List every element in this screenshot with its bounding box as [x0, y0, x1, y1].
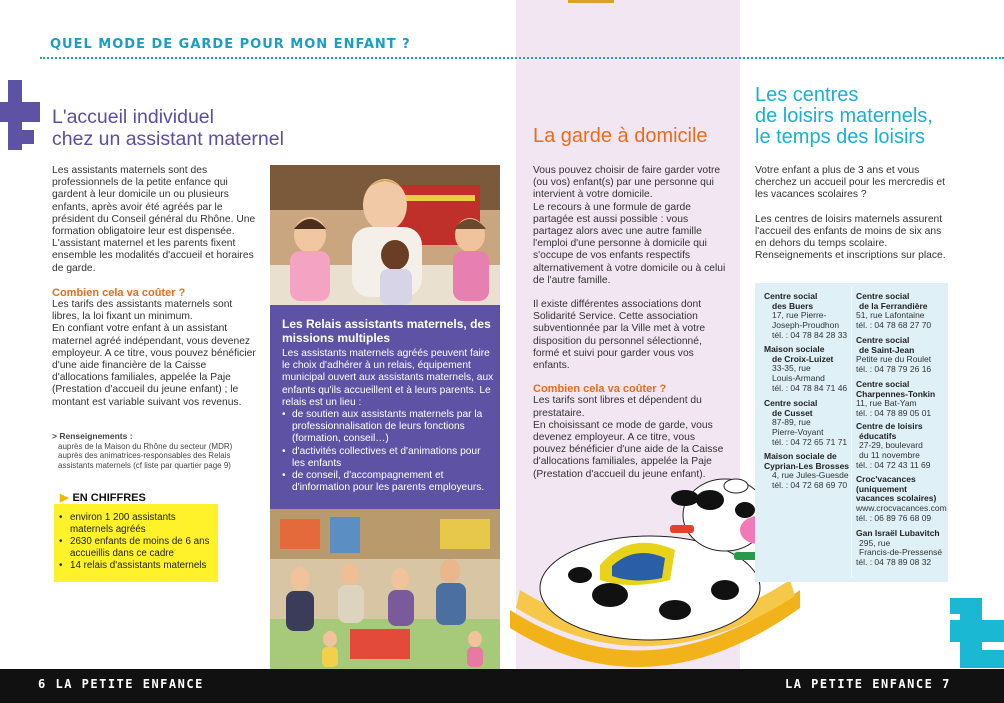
centre-entry — [856, 529, 946, 568]
centre-name: de la Ferrandière — [859, 300, 928, 311]
footer-label: LA PETITE ENFANCE — [55, 677, 204, 691]
title-line: le temps des loisirs — [755, 126, 926, 148]
centre-address: 51, rue Lafontaine — [856, 310, 925, 321]
centre-name: Centre social — [856, 291, 910, 301]
photo-relais-groupe — [270, 509, 500, 670]
centre-address: 87-89, rue — [772, 417, 811, 428]
centre-address: du 11 novembre — [859, 450, 920, 461]
centre-name: Centre de loisirs — [856, 421, 923, 431]
list-item: • de conseil, d'accompagnement et d'information pour les parents employeurs. — [282, 470, 496, 494]
centre-name: Croc'vacances — [856, 474, 916, 484]
refs-line: auprès des animatrices-responsables des Relais assistants maternels (cf liste par quartier page 9) — [58, 451, 231, 470]
refs-label: > Renseignements : — [52, 431, 133, 441]
centre-name: Centre social — [856, 335, 910, 345]
paragraph: En choisissant ce mode de garde, vous devenez employeur. A ce titre, vous pouvez bénéficier d'une aide de la Caisse d'allocations familiales, appelée la Paje (Prestation d'accueil du jeune enfant). — [533, 419, 724, 480]
paragraph: Les tarifs sont libres et dépendent du prestataire. — [533, 395, 702, 419]
centre-name: Centre social — [764, 291, 818, 301]
centre-name: Gan Israël Lubavitch — [856, 528, 940, 538]
title-line: chez un assistant maternel — [52, 128, 284, 150]
centre-phone: tél. : 04 72 68 69 70 — [772, 480, 848, 491]
centre-name: (uniquement vacances scolaires) — [856, 483, 937, 504]
centre-address: 17, rue Pierre- — [772, 310, 827, 321]
centre-name: Cyprian-Les Brosses — [764, 460, 850, 471]
centre-address: Joseph-Proudhon — [772, 320, 840, 331]
centre-entry — [764, 292, 850, 341]
centre-entry — [856, 336, 946, 375]
list-item: • environ 1 200 assistants maternels agréés — [68, 512, 218, 536]
centre-name: des Buers — [772, 300, 814, 311]
centre-name: de Croix-Luizet — [772, 353, 834, 364]
section-title-centres-loisirs — [755, 85, 933, 148]
centre-entry — [764, 399, 850, 448]
directory-divider — [851, 287, 852, 577]
centre-address: Louis-Armand — [772, 373, 825, 384]
centre-entry — [856, 475, 946, 524]
garde-domicile-text — [533, 165, 731, 481]
paragraph: Il existe différentes associations dont Solidarité Service. Cette association subventionnée par la Ville met à votre disposition du personnel sélectionné, formé et suivi pour garder vous vos enfants. — [533, 299, 706, 372]
page-header-title: QUEL MODE DE GARDE POUR MON ENFANT ? — [50, 37, 411, 52]
paragraph: Le recours à une formule de garde partagée est aussi possible : vous partagez alors avec une autre famille l'emploi d'une personne à domicile qui s'occupe de vos enfants respectifs alternativement à votre domicile ou à celui de l'autre famille. — [533, 201, 726, 286]
centre-address: 11, rue Bat-Yam — [856, 398, 917, 409]
centre-name: de Saint-Jean — [859, 344, 915, 355]
centre-address: Petite rue du Roulet — [856, 354, 932, 365]
cost-heading: Combien cela va coûter ? — [52, 286, 186, 299]
centres-loisirs-text — [755, 165, 955, 262]
centre-phone: tél. : 04 78 84 71 46 — [772, 382, 848, 393]
relais-box — [270, 305, 500, 509]
centre-name: Maison sociale de — [764, 451, 837, 461]
footer-left — [38, 677, 204, 691]
chiffres-box — [54, 504, 218, 582]
centre-name: éducatifs — [859, 430, 897, 441]
title-line: Les centres — [755, 84, 859, 106]
centre-entry — [764, 345, 850, 394]
centre-address: 27-29, boulevard — [859, 440, 923, 451]
centre-phone: tél. : 04 72 65 71 71 — [772, 436, 848, 447]
centre-address: 4, rue Jules-Guesde — [772, 470, 849, 481]
list-item: • 2630 enfants de moins de 6 ans accueillis dans ce cadre — [68, 536, 218, 560]
arrow-icon: ▶ — [60, 492, 69, 504]
centre-phone: tél. : 06 89 76 68 09 — [856, 512, 932, 523]
centre-phone: tél. : 04 78 84 28 33 — [772, 329, 848, 340]
paragraph: Les assistants maternels sont des professionnels de la petite enfance qui gardent à leur domicile un ou plusieurs enfants, après avoir été agréés par le président du Conseil général du Rhône. Une formation obligatoire leur est dispensée. — [52, 165, 256, 238]
centre-phone: tél. : 04 78 89 08 32 — [856, 557, 932, 568]
centre-address: Pierre-Voyant — [772, 427, 824, 438]
relais-list — [282, 409, 496, 494]
centre-entry — [764, 452, 854, 491]
renseignements-note — [52, 432, 267, 470]
centre-phone: tél. : 04 78 79 26 16 — [856, 364, 932, 375]
list-item: • 14 relais d'assistants maternels — [68, 560, 218, 572]
centre-name: de Cusset — [772, 407, 813, 418]
footer-right — [785, 677, 951, 691]
top-mark — [568, 0, 614, 3]
paragraph: Vous pouvez choisir de faire garder votre (ou vos) enfant(s) par une personne qui intervient à votre domicile. — [533, 165, 721, 201]
centre-phone: tél. : 04 78 89 05 01 — [856, 408, 932, 419]
list-item: • d'activités collectives et d'animations pour les enfants — [282, 446, 496, 470]
centres-directory-box — [755, 283, 948, 582]
centre-name: Charpennes-Tonkin — [856, 388, 936, 399]
relais-text: Les assistants maternels agréés peuvent faire le choix d'adhérer à un relais, équipement municipal ouvert aux assistants maternels, aux enfants qu'ils accueillent et à leurs parents. Le relais est un lieu : — [282, 348, 494, 408]
centre-address: www.crocvacances.com — [856, 503, 947, 514]
section-title-garde-domicile: La garde à domicile — [533, 125, 708, 147]
centre-name: Centre social — [764, 398, 818, 408]
centre-entry — [856, 380, 946, 419]
page-number: 7 — [942, 677, 951, 691]
list-item: • de soutien aux assistants maternels par la professionnalisation de leurs fonctions (formation, conseil…) — [282, 409, 496, 446]
refs-line: auprès de la Maison du Rhône du secteur (MDR) — [58, 441, 233, 451]
photo-assistante-enfants — [270, 165, 500, 305]
section-title-assistant-maternel — [52, 106, 284, 150]
centre-entry — [856, 422, 946, 471]
paragraph: Votre enfant a plus de 3 ans et vous cherchez un accueil pour les mercredis et les vacances scolaires ? — [755, 165, 946, 201]
footer-label: LA PETITE ENFANCE — [785, 677, 934, 691]
centre-name: Centre social — [856, 379, 910, 389]
assistant-maternel-text — [52, 165, 262, 409]
paragraph: En confiant votre enfant à un assistant maternel agréé indépendant, vous devenez employeur. A ce titre, vous pouvez bénéficier d'une aide financière de la Caisse d'allocations familiales, appelée la Paje (Prestation d'accueil du jeune enfant) ; le montant est variable suivant vos revenus. — [52, 323, 256, 408]
paragraph: L'assistant maternel et les parents fixent ensemble les modalités d'accueil et horaires de garde. — [52, 238, 254, 274]
centre-phone: tél. : 04 78 68 27 70 — [856, 320, 932, 331]
centre-name: Maison sociale — [764, 344, 825, 354]
title-line: de loisirs maternels, — [755, 105, 933, 127]
centre-entry — [856, 292, 946, 331]
chiffres-heading — [60, 491, 146, 504]
paragraph: Les tarifs des assistants maternels sont libres, la loi fixant un minimum. — [52, 299, 233, 323]
cyan-cross-decoration — [950, 598, 1004, 668]
paragraph: Renseignements et inscriptions sur place. — [755, 250, 946, 262]
centre-address: Francis-de-Pressensé — [859, 547, 943, 558]
centre-address: 33-35, rue — [772, 363, 811, 374]
chiffres-list — [54, 512, 218, 572]
centre-address: 295, rue — [859, 537, 891, 548]
title-line: L'accueil individuel — [52, 106, 214, 128]
relais-title: Les Relais assistants maternels, des missions multiples — [282, 317, 491, 345]
header-dotted-rule — [40, 57, 1004, 59]
purple-cross-decoration — [0, 80, 40, 150]
cost-heading: Combien cela va coûter ? — [533, 383, 667, 396]
paragraph: Les centres de loisirs maternels assurent l'accueil des enfants de moins de six ans en dehors du temps scolaire. — [755, 213, 943, 250]
chiffres-title-text: EN CHIFFRES — [72, 492, 146, 504]
page-number: 6 — [38, 677, 47, 691]
centre-phone: tél. : 04 72 43 11 69 — [856, 459, 931, 470]
